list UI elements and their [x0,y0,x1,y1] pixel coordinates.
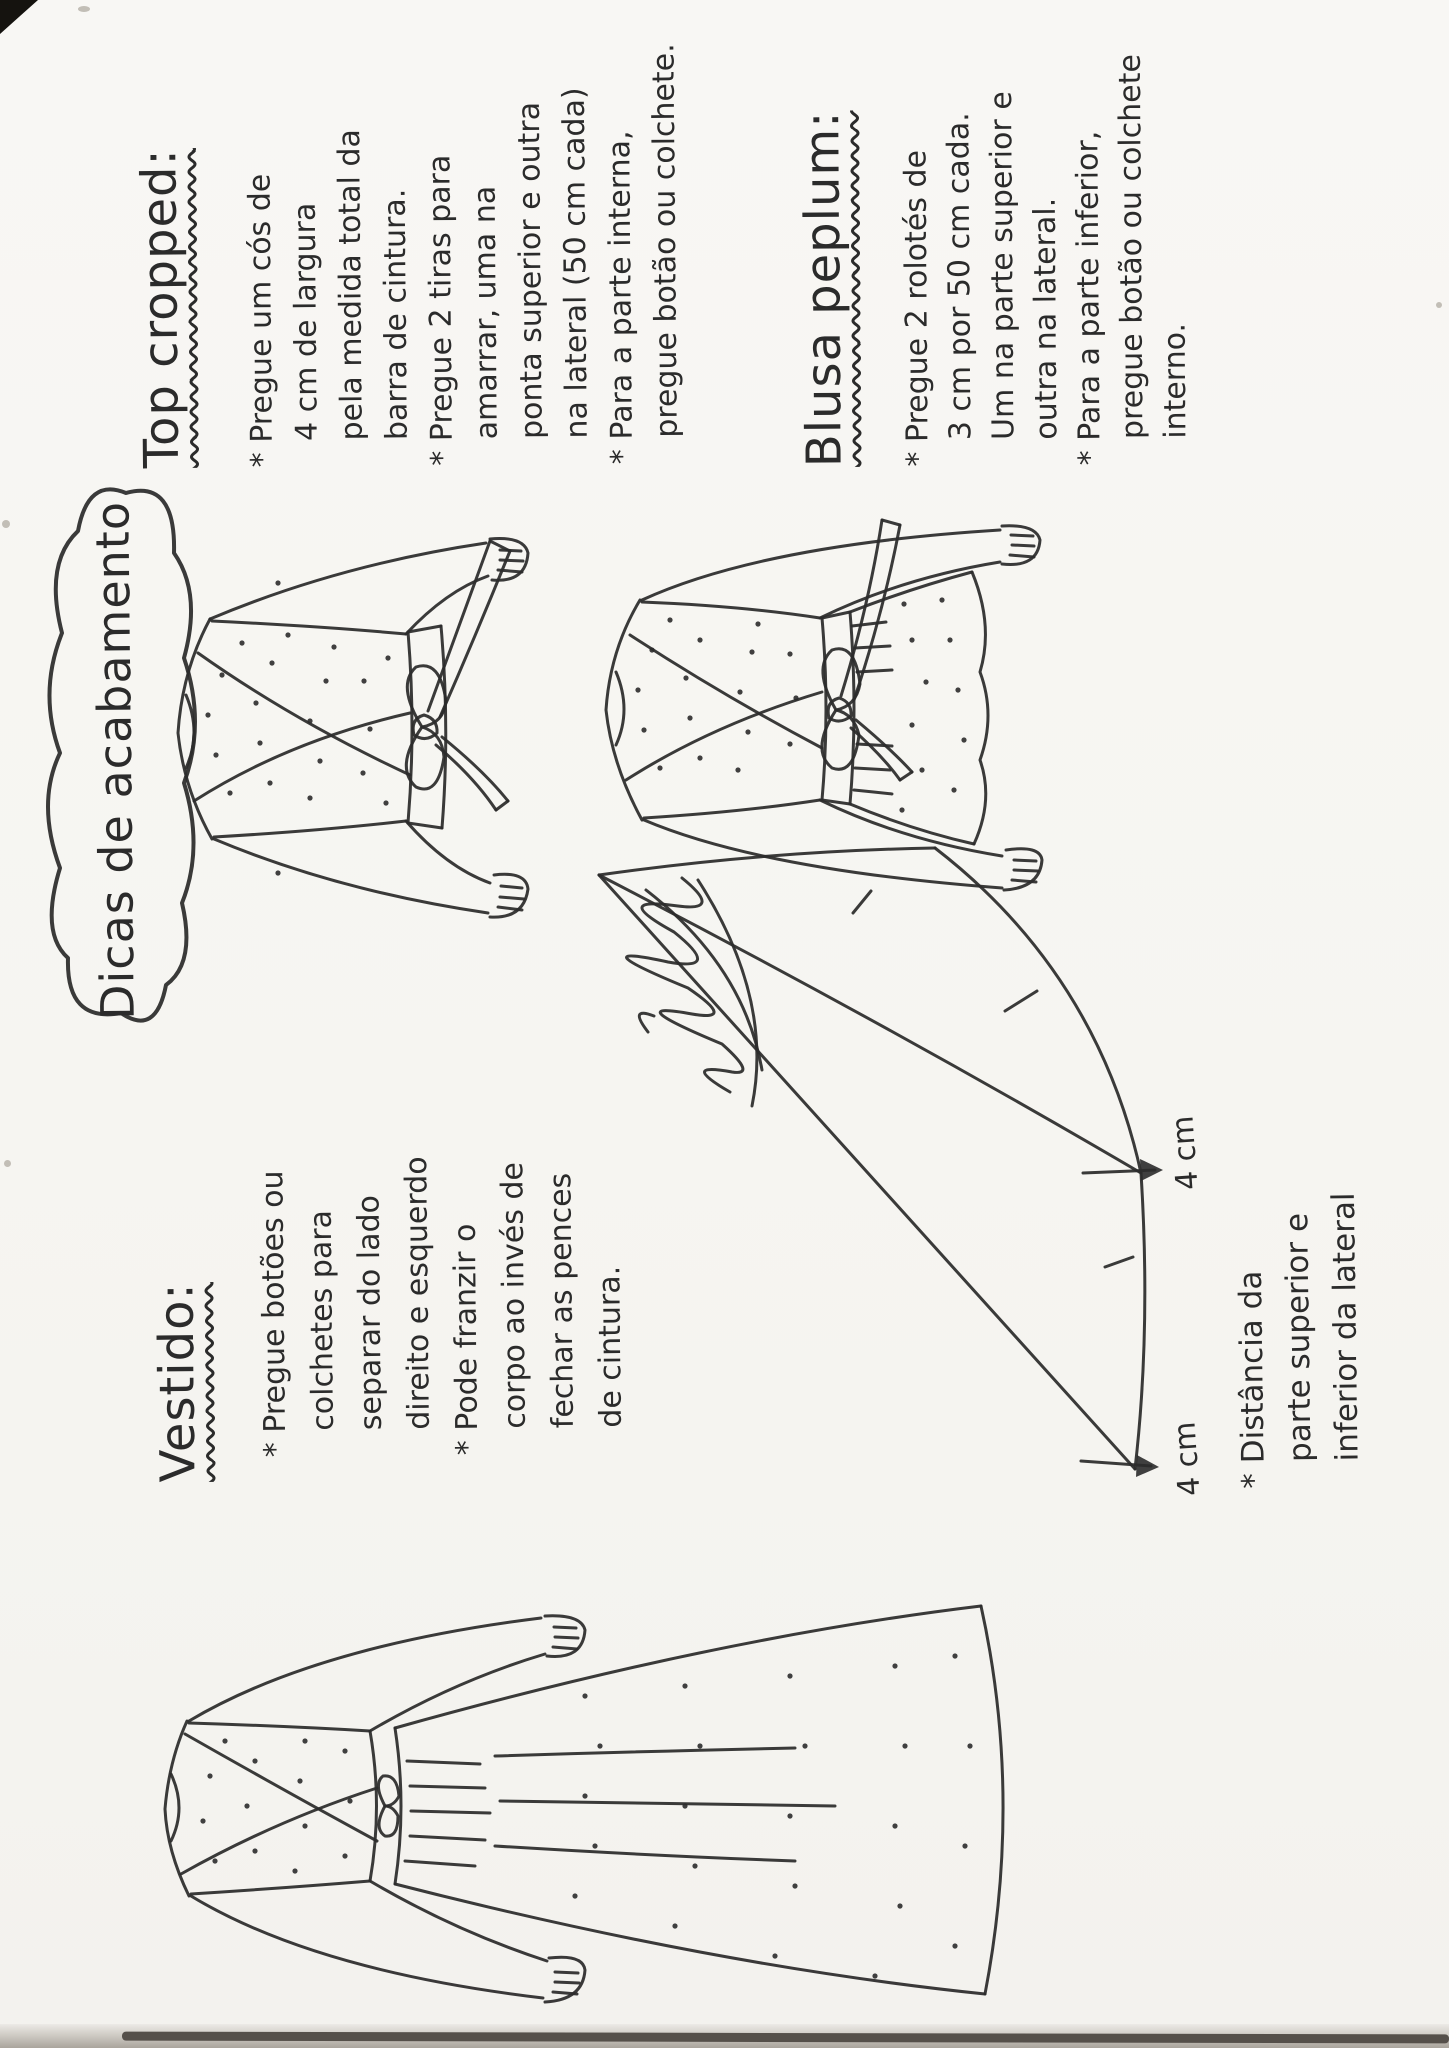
polka-dots [635,597,966,812]
handwritten-line: * Pregue 2 rolotés de [898,149,936,467]
handwritten-line: barra de cintura. [377,188,415,441]
handwritten-line: de cintura. [592,1265,629,1428]
section-top-cropped [130,4,690,469]
handwritten-line: * Para a parte inferior, [1070,130,1108,466]
handwritten-line: * Para a parte interna, [602,130,640,465]
handwritten-line: direito e esquerdo [399,1156,437,1430]
measure-label-bottom: 4 cm [1167,1420,1208,1498]
handwritten-line: * Pregue botões ou [255,1170,294,1458]
signature-scribble [440,868,770,1128]
handwritten-line: * Pregue um cós de [242,173,281,468]
vestido-heading: Vestido: [148,1282,207,1483]
measure-label-top: 4 cm [1165,1114,1206,1192]
handwritten-line: colchetes para [303,1209,341,1431]
handwritten-line: * Pode franzir o [447,1223,486,1456]
section-blusa-peplum [793,5,1197,468]
page-title: Dicas de acabamento [85,500,145,1021]
handwritten-line: * Pregue 2 tiras para [422,154,461,466]
dress-sketch [155,1566,1015,2046]
paper-speck [78,6,90,12]
blusa-peplum-body [893,5,1197,467]
handwritten-line: fechar as pences [543,1172,581,1429]
handwritten-line: corpo ao invés de [495,1161,533,1429]
arrowhead [1140,1159,1163,1181]
handwritten-line: parte superior e [1279,1212,1319,1463]
top-cropped-heading: Top cropped: [131,148,191,469]
blusa-peplum-heading: Blusa peplum: [794,110,853,468]
handwritten-line: amarrar, uma na [467,185,505,440]
handwritten-line: ponta superior e outra [511,101,550,440]
handwritten-line: interno. [1157,322,1194,439]
handwritten-line: inferior da lateral [1325,1192,1366,1462]
handwritten-line: na lateral (50 cm cada) [556,87,595,439]
handwritten-line: pela medida total da [332,129,370,441]
pattern-distance-note [1225,1067,1372,1489]
paper-speck [2,520,10,528]
handwritten-line: outra na lateral. [1027,197,1065,440]
handwritten-line: 4 cm de largura [287,202,325,442]
top-cropped-body [236,4,690,468]
pattern-distance-note-lines [1225,1067,1372,1489]
arrowhead [1136,1455,1159,1477]
handwritten-line: * Distância da [1232,1270,1272,1489]
paper-speck [4,1160,11,1167]
handwritten-line: 3 cm por 50 cm cada. [941,112,979,441]
paper-speck [1436,302,1442,308]
handwritten-line: pregue botão ou colchete. [646,43,685,438]
handwritten-line: separar do lado [351,1194,389,1431]
handwritten-line: Um na parte superior e [983,91,1022,441]
handwritten-line: pregue botão ou colchete [1112,53,1151,440]
